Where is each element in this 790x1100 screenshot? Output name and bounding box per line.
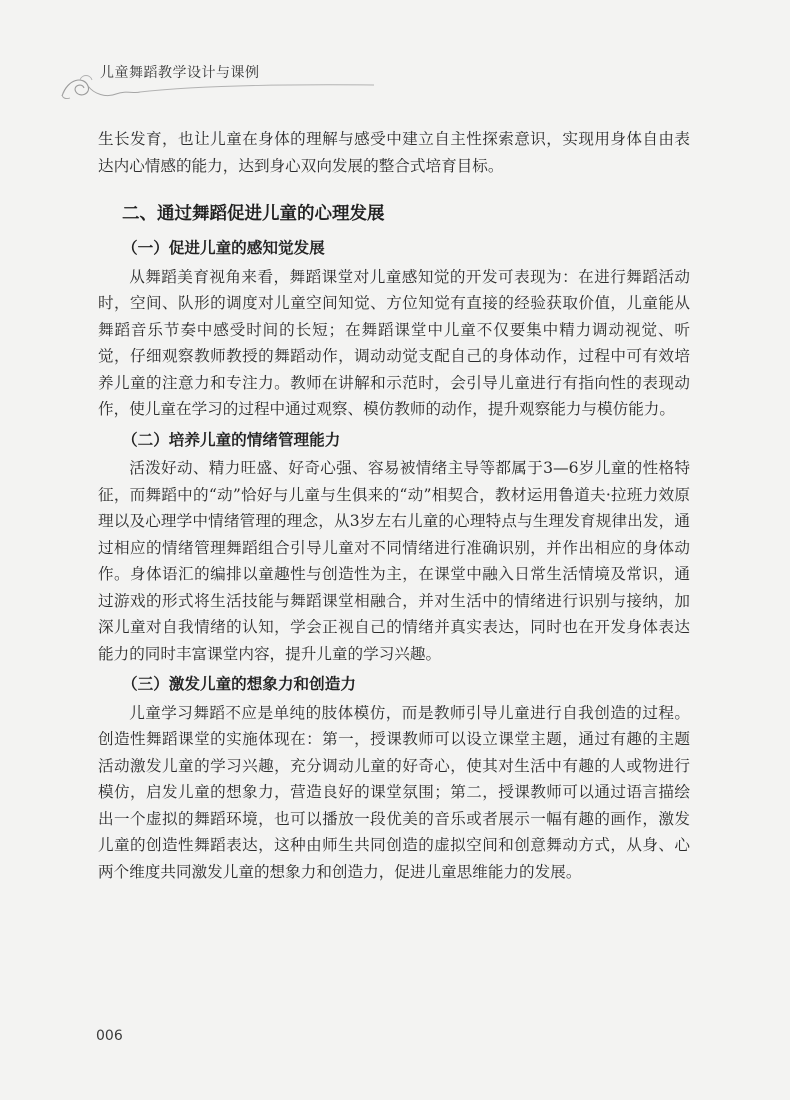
subsection-paragraph: 从舞蹈美育视角来看，舞蹈课堂对儿童感知觉的开发可表现为：在进行舞蹈活动时，空间、队形的调度对儿童空间知觉、方位知觉有直接的经验获取价值，儿童能从舞蹈音乐节奏中感受时间的长短；在舞蹈课堂中儿童不仅要集中精力调动视觉、听觉，仔细观察教师教授的舞蹈动作，调动动觉支配自己的身体动作，过程中可有效培养儿童的注意力和专注力。教师在讲解和示范时，会引导儿童进行有指向性的表现动作，使儿童在学习的过程中通过观察、模仿教师的动作，提升观察能力与模仿能力。	[98, 267, 690, 418]
subsection-perception	[98, 235, 690, 423]
subsection-paragraph: 儿童学习舞蹈不应是单纯的肢体模仿，而是教师引导儿童进行自我创造的过程。创造性舞蹈课堂的实施体现在：第一，授课教师可以设立课堂主题，通过有趣的主题活动激发儿童的学习兴趣，充分调动儿童的好奇心，使其对生活中有趣的人或物进行模仿，启发儿童的想象力，营造良好的课堂氛围；第二，授课教师可以通过语言描绘出一个虚拟的舞蹈环境，也可以播放一段优美的音乐或者展示一幅有趣的画作，激发儿童的创造性舞蹈表达，这种由师生共同创造的虚拟空间和创意舞动方式，从身、心两个维度共同激发儿童的想象力和创造力，促进儿童思维能力的发展。	[98, 703, 690, 881]
running-header	[68, 60, 368, 100]
subsection-heading: （三）激发儿童的想象力和创造力	[122, 675, 356, 693]
section-heading: 二、通过舞蹈促进儿童的心理发展	[122, 204, 385, 224]
running-header-title: 儿童舞蹈教学设计与课例	[100, 65, 260, 81]
subsection-heading: （一）促进儿童的感知觉发展	[122, 239, 325, 257]
subsection-emotion	[98, 427, 690, 668]
page-number: 006	[96, 1028, 123, 1044]
subsection-paragraph: 活泼好动、精力旺盛、好奇心强、容易被情绪主导等都属于3—6岁儿童的性格特征，而舞蹈中的“动”恰好与儿童与生俱来的“动”相契合，教材运用鲁道夫·拉班力效原理以及心理学中情绪管理的理念，从3岁左右儿童的心理特点与生理发育规律出发，通过相应的情绪管理舞蹈组合引导儿童对不同情绪进行准确识别，并作出相应的身体动作。身体语汇的编排以童趣性与创造性为主，在课堂中融入日常生活情境及常识，通过游戏的形式将生活技能与舞蹈课堂相融合，并对生活中的情绪进行识别与接纳，加深儿童对自我情绪的认知，学会正视自己的情绪并真实表达，同时也在开发身体表达能力的同时丰富课堂内容，提升儿童的学习兴趣。	[98, 459, 690, 663]
intro-paragraph: 生长发育，也让儿童在身体的理解与感受中建立自主性探索意识，实现用身体自由表达内心情感的能力，达到身心双向发展的整合式培育目标。	[98, 130, 690, 175]
subsection-heading: （二）培养儿童的情绪管理能力	[122, 430, 341, 449]
subsection-imagination	[98, 671, 690, 885]
page-body	[98, 126, 690, 885]
